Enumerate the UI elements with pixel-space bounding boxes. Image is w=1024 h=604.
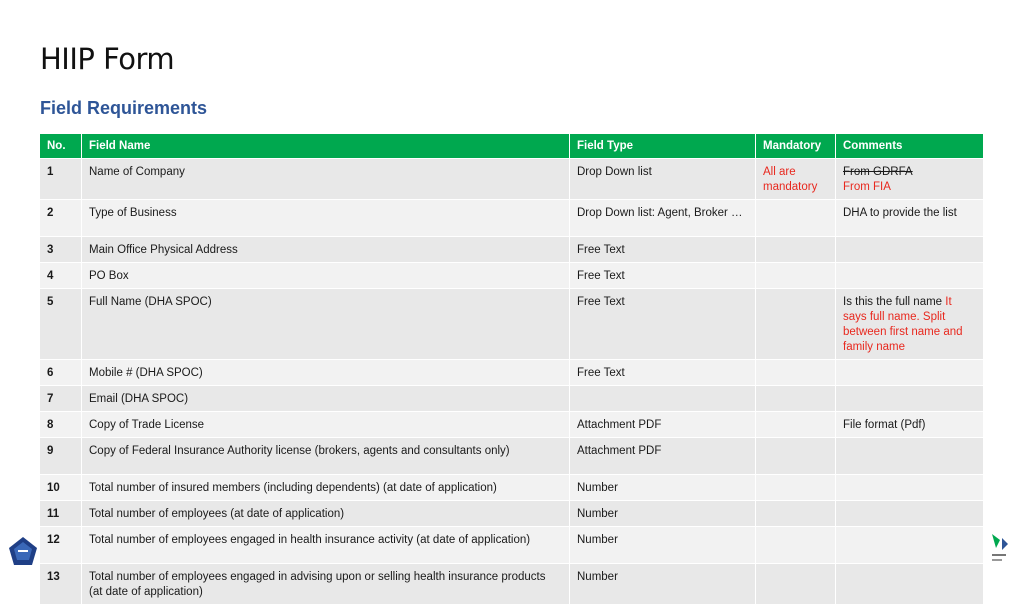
row-field-name: Total number of employees (at date of application) (82, 500, 570, 526)
row-field-type: Drop Down list (570, 158, 756, 199)
row-mandatory (756, 199, 836, 236)
row-number: 5 (40, 288, 82, 359)
row-field-name: Total number of insured members (including dependents) (at date of application) (82, 474, 570, 500)
row-mandatory (756, 563, 836, 604)
row-comments (836, 158, 984, 199)
row-mandatory (756, 385, 836, 411)
table-row (40, 236, 984, 262)
table-row (40, 411, 984, 437)
table-row (40, 437, 984, 474)
field-requirements-table-container (40, 134, 984, 604)
row-number: 2 (40, 199, 82, 236)
table-header-row (40, 134, 984, 158)
row-comments (836, 563, 984, 604)
table-row (40, 288, 984, 359)
row-field-name: Main Office Physical Address (82, 236, 570, 262)
header-field-type: Field Type (570, 134, 756, 158)
row-field-type: Free Text (570, 359, 756, 385)
row-field-name: Total number of employees engaged in health insurance activity (at date of application) (82, 526, 570, 563)
row-number: 10 (40, 474, 82, 500)
row-field-name: Type of Business (82, 199, 570, 236)
row-number: 1 (40, 158, 82, 199)
row-field-type: Free Text (570, 288, 756, 359)
row-field-type: Number (570, 563, 756, 604)
table-row (40, 262, 984, 288)
header-field-name: Field Name (82, 134, 570, 158)
header-comments: Comments (836, 134, 984, 158)
comment-red-text: It says full name. Split between first name and family name (843, 296, 963, 353)
row-field-type: Attachment PDF (570, 411, 756, 437)
table-row (40, 199, 984, 236)
row-field-name: Email (DHA SPOC) (82, 385, 570, 411)
table-row (40, 158, 984, 199)
comment-text: Is this the full name (843, 296, 943, 308)
authority-logo-icon (986, 530, 1012, 570)
row-comments (836, 526, 984, 563)
row-field-type: Attachment PDF (570, 437, 756, 474)
row-number: 7 (40, 385, 82, 411)
row-field-type: Number (570, 474, 756, 500)
row-comments (836, 437, 984, 474)
header-mandatory: Mandatory (756, 134, 836, 158)
row-comments (836, 359, 984, 385)
table-row (40, 359, 984, 385)
row-number: 3 (40, 236, 82, 262)
row-comments: File format (Pdf) (836, 411, 984, 437)
row-mandatory (756, 236, 836, 262)
row-field-name: Mobile # (DHA SPOC) (82, 359, 570, 385)
row-comments (836, 262, 984, 288)
row-comments: DHA to provide the list (836, 199, 984, 236)
row-mandatory (756, 359, 836, 385)
table-row (40, 474, 984, 500)
row-field-name: Copy of Federal Insurance Authority license (brokers, agents and consultants only) (82, 437, 570, 474)
table-row (40, 563, 984, 604)
section-subtitle: Field Requirements (40, 98, 208, 118)
row-number: 8 (40, 411, 82, 437)
row-number: 6 (40, 359, 82, 385)
comment-struck-text: From GDRFA (843, 166, 913, 178)
table-row (40, 526, 984, 563)
row-mandatory: All are mandatory (756, 158, 836, 199)
header-no: No. (40, 134, 82, 158)
row-comments (836, 500, 984, 526)
row-field-type: Number (570, 500, 756, 526)
row-mandatory (756, 288, 836, 359)
field-requirements-table (40, 134, 984, 604)
row-number: 4 (40, 262, 82, 288)
page-title: HIIP Form (40, 42, 175, 76)
row-mandatory (756, 437, 836, 474)
row-number: 9 (40, 437, 82, 474)
row-field-name: Copy of Trade License (82, 411, 570, 437)
row-mandatory (756, 411, 836, 437)
table-row (40, 385, 984, 411)
row-field-name: PO Box (82, 262, 570, 288)
row-field-type: Free Text (570, 262, 756, 288)
row-field-name: Name of Company (82, 158, 570, 199)
row-mandatory (756, 526, 836, 563)
row-comments (836, 385, 984, 411)
row-field-type: Number (570, 526, 756, 563)
row-number: 13 (40, 563, 82, 604)
row-comments (836, 236, 984, 262)
row-mandatory (756, 474, 836, 500)
comment-text: From FIA (843, 181, 891, 193)
row-field-name: Full Name (DHA SPOC) (82, 288, 570, 359)
row-comments (836, 288, 984, 359)
row-field-type (570, 385, 756, 411)
row-mandatory (756, 262, 836, 288)
row-comments (836, 474, 984, 500)
row-number: 11 (40, 500, 82, 526)
row-mandatory (756, 500, 836, 526)
row-field-type: Drop Down list: Agent, Broker … (570, 199, 756, 236)
row-number: 12 (40, 526, 82, 563)
row-field-name: Total number of employees engaged in advising upon or selling health insurance products (at date of application) (82, 563, 570, 604)
organization-logo-icon (8, 536, 38, 566)
table-row (40, 500, 984, 526)
row-field-type: Free Text (570, 236, 756, 262)
